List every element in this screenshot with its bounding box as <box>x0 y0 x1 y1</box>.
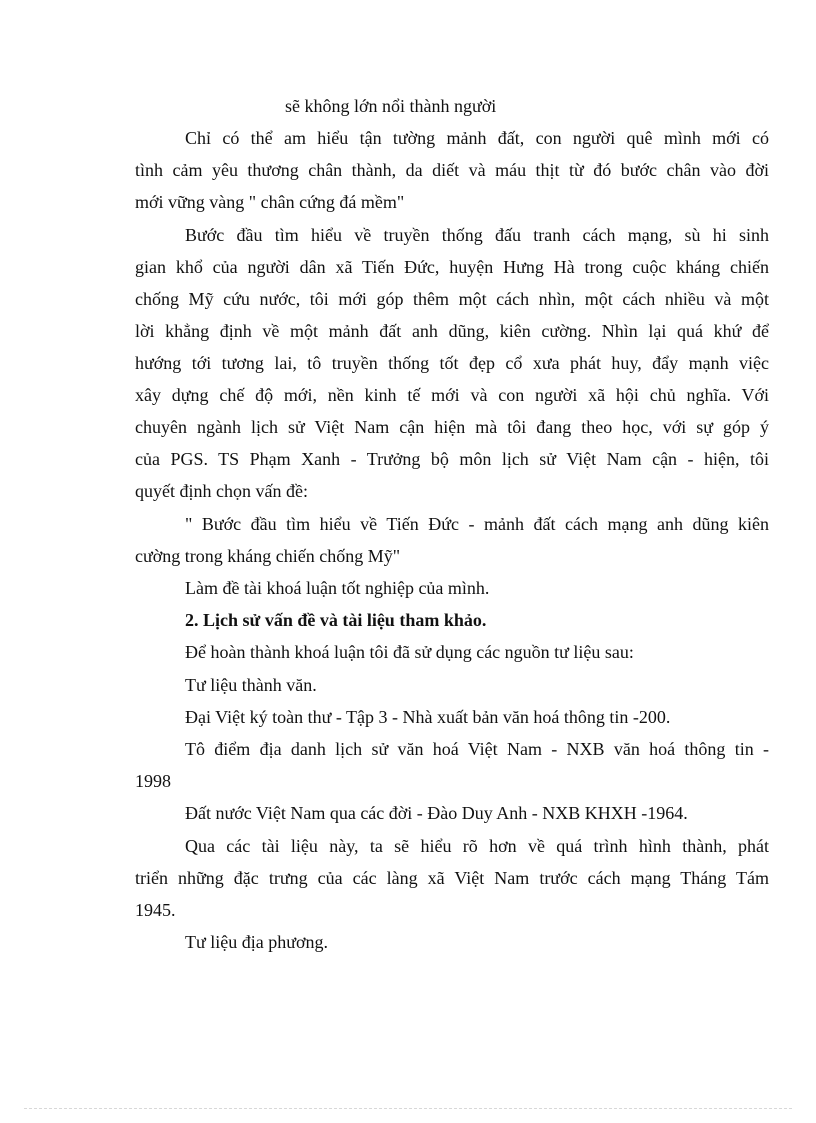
text-line-1: sẽ không lớn nổi thành người <box>285 96 497 116</box>
text-line-4: mới vững vàng " chân cứng đá mềm" <box>135 192 405 212</box>
text-line-25: triển những đặc trưng của các làng xã Việt Nam trước cách mạng Tháng Tám <box>135 868 769 888</box>
text-line-13: quyết định chọn vấn đề: <box>135 481 308 501</box>
text-line-16: Làm đề tài khoá luận tốt nghiệp của mình. <box>185 578 490 598</box>
text-line-10: xây dựng chế độ mới, nền kinh tế mới và con người xã hội chủ nghĩa. Với <box>135 385 769 405</box>
text-line-23: Đất nước Việt Nam qua các đời - Đào Duy Anh - NXB KHXH -1964. <box>185 803 688 823</box>
text-line-14: " Bước đầu tìm hiểu về Tiến Đức - mảnh đất cách mạng anh dũng kiên <box>185 514 769 534</box>
text-line-6: gian khổ của người dân xã Tiến Đức, huyện Hưng Hà trong cuộc kháng chiến <box>135 257 769 277</box>
text-line-24: Qua các tài liệu này, ta sẽ hiểu rõ hơn về quá trình hình thành, phát <box>185 836 769 856</box>
text-line-15: cường trong kháng chiến chống Mỹ" <box>135 546 401 566</box>
text-line-7: chống Mỹ cứu nước, tôi mới góp thêm một cách nhìn, một cách nhiều và một <box>135 289 769 309</box>
text-line-11: chuyên ngành lịch sử Việt Nam cận hiện mà tôi đang theo học, với sự góp ý <box>135 417 769 437</box>
text-line-19: Tư liệu thành văn. <box>185 675 317 695</box>
text-line-2: Chỉ có thể am hiểu tận tường mảnh đất, con người quê mình mới có <box>185 128 769 148</box>
text-line-18: Để hoàn thành khoá luận tôi đã sử dụng các nguồn tư liệu sau: <box>185 642 634 662</box>
text-line-12: của PGS. TS Phạm Xanh - Trưởng bộ môn lịch sử Việt Nam cận - hiện, tôi <box>135 449 769 469</box>
text-line-27: Tư liệu địa phương. <box>185 932 329 952</box>
text-line-8: lời khẳng định về một mảnh đất anh dũng, kiên cường. Nhìn lại quá khứ để <box>135 321 769 341</box>
text-line-21: Tô điểm địa danh lịch sử văn hoá Việt Nam - NXB văn hoá thông tin - <box>185 739 769 759</box>
text-line-5: Bước đầu tìm hiểu về truyền thống đấu tranh cách mạng, sù hi sinh <box>185 225 769 245</box>
section-heading: 2. Lịch sử vấn đề và tài liệu tham khảo. <box>185 610 487 630</box>
text-line-9: hướng tới tương lai, tô truyền thống tốt đẹp cổ xưa phát huy, đẩy mạnh việc <box>135 353 769 373</box>
text-line-3: tình cảm yêu thương chân thành, da diết và máu thịt từ đó bước chân vào đời <box>135 160 769 180</box>
text-line-20: Đại Việt ký toàn thư - Tập 3 - Nhà xuất bản văn hoá thông tin -200. <box>185 707 671 727</box>
text-line-22: 1998 <box>135 771 171 791</box>
page-bottom-border <box>24 1108 792 1109</box>
text-line-26: 1945. <box>135 900 176 920</box>
